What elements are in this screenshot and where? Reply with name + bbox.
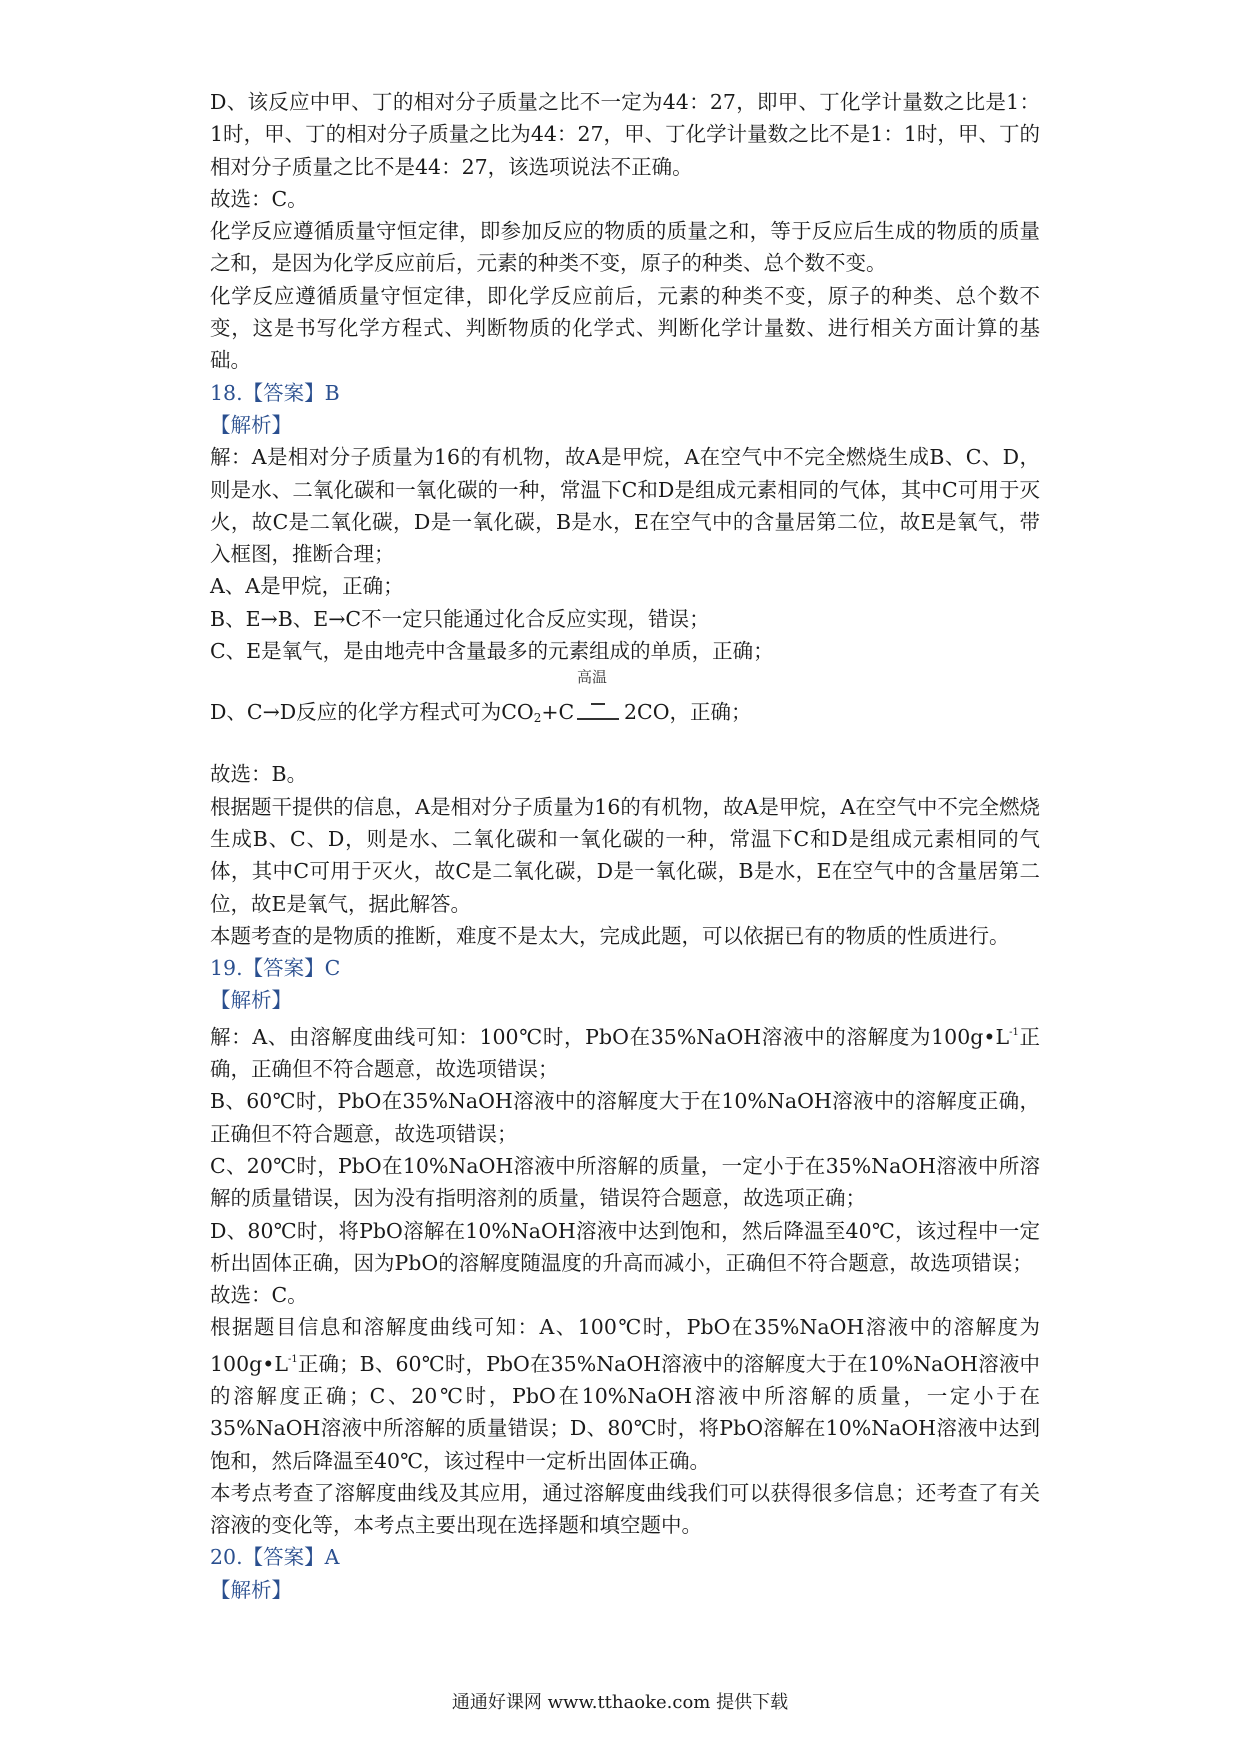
q20-answer: 20.【答案】A: [210, 1545, 340, 1570]
q19-choice: 故选：C。: [210, 1283, 308, 1308]
q17-option-d: D、该反应中甲、丁的相对分子质量之比不一定为44：27，即甲、丁化学计量数之比是1：1时，甲、丁的相对分子质量之比为44：27，甲、丁化学计量数之比不是1：1时，甲、丁的相对分子质量之比不是44：27，该选项说法不正确。: [210, 90, 1040, 179]
q17-note-1: 化学反应遵循质量守恒定律，即参加反应的物质的质量之和，等于反应后生成的物质的质量之和，是因为化学反应前后，元素的种类不变，原子的种类、总个数不变。: [210, 219, 1040, 276]
q18-choice: 故选：B。: [210, 762, 308, 787]
q19-option-c: C、20℃时，PbO在10%NaOH溶液中所溶解的质量，一定小于在35%NaOH溶液中所溶解的质量错误，因为没有指明溶剂的质量，错误符合题意，故选项正确；: [210, 1153, 1040, 1211]
q18-analysis-label: 【解析】: [210, 412, 292, 437]
q19-summary: 根据题目信息和溶解度曲线可知：A、100℃时，PbO在35%NaOH溶液中的溶解度为$100g•L^{-1}$正确；B、60℃时，PbO在35%NaOH溶液中的溶解度大于在10%NaOH溶液中的溶解度正确；C、20℃时，PbO在10%NaOH溶液中所溶解的质量，一定小于在35%NaOH溶液中所溶解的质量错误；D、80℃时，将PbO溶解在10%NaOH溶液中达到饱和，然后降温至40℃，该过程中一定析出固体正确。: [210, 1315, 1040, 1473]
document-body: [210, 86, 1040, 1606]
q18-option-a: A、A是甲烷，正确；: [210, 574, 404, 599]
q19-option-b: B、60℃时，PbO在35%NaOH溶液中的溶解度大于在10%NaOH溶液中的溶解度正确，正确但不符合题意，故选项错误；: [210, 1089, 1040, 1146]
q18-option-b: B、E→B、E→C不一定只能通过化合反应实现，错误；: [210, 606, 710, 631]
equation-right: 2CO，正确；: [624, 700, 752, 725]
q20-analysis-label: 【解析】: [210, 1577, 292, 1602]
q19-comment: 本考点考查了溶解度曲线及其应用，通过溶解度曲线我们可以获得很多信息；还考查了有关溶液的变化等，本考点主要出现在选择题和填空题中。: [210, 1480, 1040, 1538]
q18-option-d-equation: [210, 668, 1040, 728]
q19-answer: 19.【答案】C: [210, 956, 341, 981]
q17-note-2: 化学反应遵循质量守恒定律，即化学反应前后，元素的种类不变，原子的种类、总个数不变，这是书写化学方程式、判断物质的化学式、判断化学计量数、进行相关方面计算的基础。: [210, 283, 1040, 373]
q17-choice: 故选：C。: [210, 186, 308, 211]
reaction-condition: 高温: [577, 668, 608, 687]
q18-answer: 18.【答案】B: [210, 380, 340, 405]
q19-option-a: 解：A、由溶解度曲线可知：100℃时，PbO在35%NaOH溶液中的溶解度为$100g•L^{-1}$正确，正确但不符合题意，故选项错误；: [210, 1024, 1041, 1082]
equation-left: D、C→D反应的化学方程式可为$CO_2+C$: [210, 700, 575, 726]
q18-comment: 本题考查的是物质的推断，难度不是太大，完成此题，可以依据已有的物质的性质进行。: [210, 923, 1010, 948]
q18-solution: 解：A是相对分子质量为16的有机物，故A是甲烷，A在空气中不完全燃烧生成B、C、D，则是水、二氧化碳和一氧化碳的一种，常温下C和D是组成元素相同的气体，其中C可用于灭火，故C是二氧化碳，D是一氧化碳，B是水，E在空气中的含量居第二位，故E是氧气，带入框图，推断合理；: [210, 445, 1040, 567]
q19-option-d: D、80℃时，将PbO溶解在10%NaOH溶液中达到饱和，然后降温至40℃，该过程中一定析出固体正确，因为PbO的溶解度随温度的升高而减小，正确但不符合题意，故选项错误；: [210, 1218, 1040, 1275]
q19-analysis-label: 【解析】: [210, 988, 292, 1013]
q18-option-c: C、E是氧气，是由地壳中含量最多的元素组成的单质，正确；: [210, 639, 774, 664]
equal-sign-icon: [577, 700, 619, 720]
q18-summary: 根据题干提供的信息，A是相对分子质量为16的有机物，故A是甲烷，A在空气中不完全燃烧生成B、C、D，则是水、二氧化碳和一氧化碳的一种，常温下C和D是组成元素相同的气体，其中C可用于灭火，故C是二氧化碳，D是一氧化碳，B是水，E在空气中的含量居第二位，故E是氧气，据此解答。: [210, 794, 1040, 916]
page-footer: 通通好课网 www.tthaoke.com 提供下载: [451, 1692, 789, 1713]
